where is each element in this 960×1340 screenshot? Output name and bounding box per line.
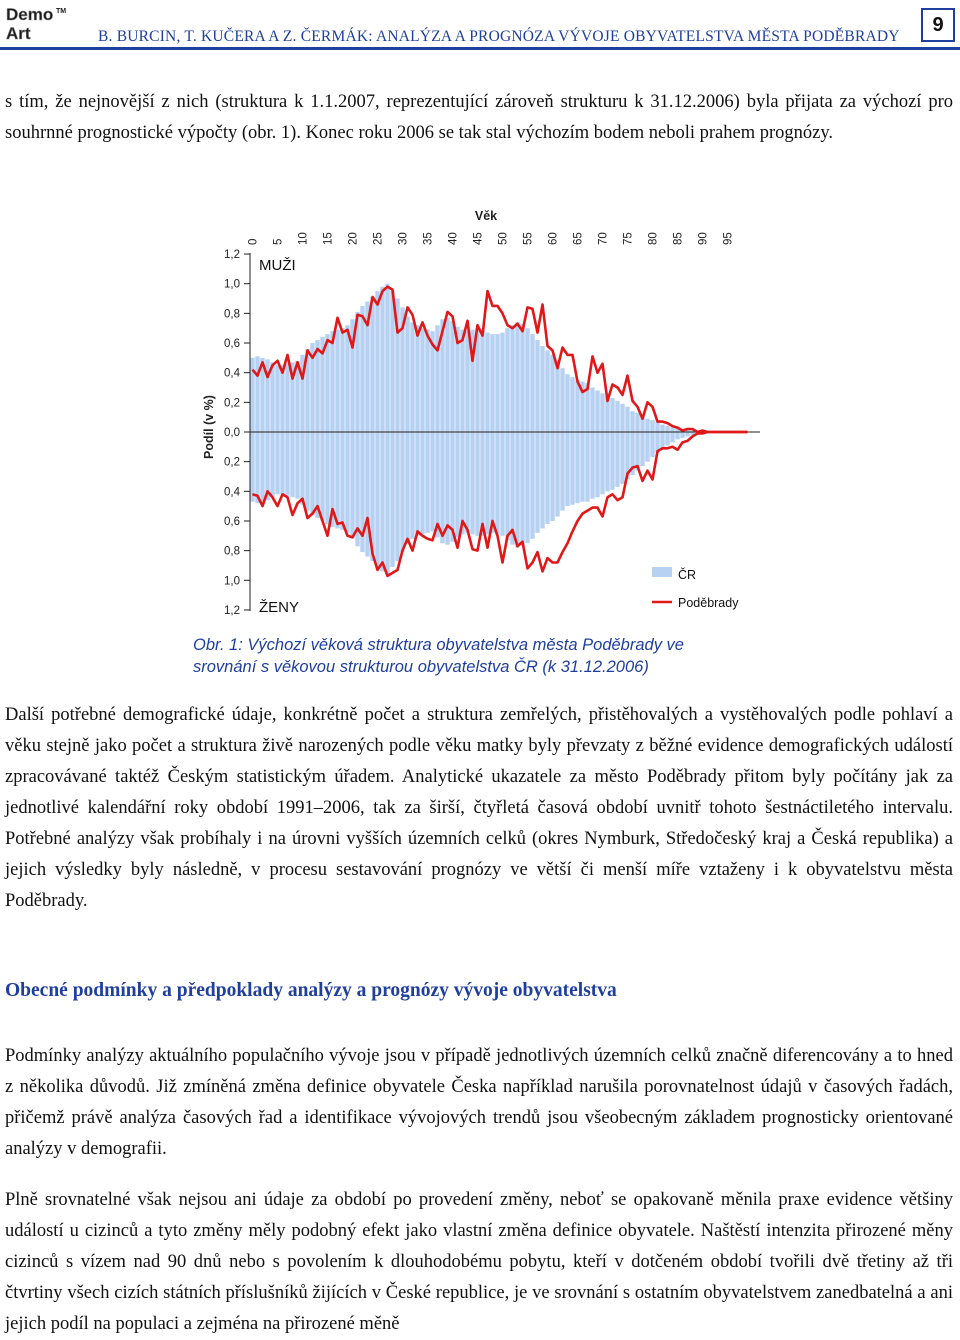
x-tick-label: 0 xyxy=(248,239,260,245)
bar-men-age-17 xyxy=(335,330,339,432)
bar-men-age-1 xyxy=(255,356,259,432)
bar-women-age-74 xyxy=(620,432,624,484)
x-tick-label: 85 xyxy=(673,232,685,245)
bar-women-age-83 xyxy=(665,432,669,445)
bar-men-age-47 xyxy=(485,333,489,432)
men-label: MUŽI xyxy=(259,257,296,274)
bar-men-age-59 xyxy=(545,350,549,432)
svg-text:Art: Art xyxy=(6,24,31,42)
bar-women-age-85 xyxy=(675,432,679,439)
bar-women-age-68 xyxy=(590,432,594,499)
x-tick-label: 60 xyxy=(548,232,560,245)
paragraph-intro: s tím, že nejnovější z nich (struktura k 1.1.2007, reprezentující zároveň strukturu k 31.12.2006) byla přijata za výchozí pro souhrnné prognostické výpočty (obr. 1). Konec roku 2006 se tak stal výchozím bodem neboli prahem prognózy. xyxy=(5,87,953,149)
y-tick-label: 0,2 xyxy=(224,457,240,469)
bar-women-age-63 xyxy=(565,432,569,506)
bar-women-age-66 xyxy=(580,432,584,502)
bar-men-age-81 xyxy=(655,422,659,432)
bar-women-age-86 xyxy=(680,432,684,438)
population-pyramid-chart xyxy=(0,195,960,625)
bar-women-age-6 xyxy=(280,432,284,494)
figure-caption-line-1: Obr. 1: Výchozí věková struktura obyvatelstva města Poděbrady ve xyxy=(193,634,793,656)
bar-women-age-45 xyxy=(475,432,479,536)
bar-men-age-5 xyxy=(275,365,279,432)
bar-women-age-67 xyxy=(585,432,589,502)
bar-women-age-58 xyxy=(540,432,544,528)
bar-men-age-4 xyxy=(270,362,274,432)
x-tick-label: 90 xyxy=(698,232,710,245)
bar-men-age-35 xyxy=(425,330,429,432)
legend-line-label: Poděbrady xyxy=(678,596,739,610)
figure-caption-line-2: srovnání s věkovou strukturou obyvatelstva ČR (k 31.12.2006) xyxy=(193,656,793,678)
bar-men-age-50 xyxy=(500,333,504,432)
x-tick-label: 75 xyxy=(623,232,635,245)
bar-women-age-42 xyxy=(460,432,464,534)
bar-men-age-65 xyxy=(575,380,579,432)
y-axis-ticks xyxy=(224,249,250,617)
bar-men-age-52 xyxy=(510,325,514,432)
bar-women-age-61 xyxy=(555,432,559,517)
bar-men-age-15 xyxy=(325,334,329,432)
bar-women-age-19 xyxy=(345,432,349,533)
bar-women-age-73 xyxy=(615,432,619,487)
bar-women-age-64 xyxy=(570,432,574,505)
bar-men-age-0 xyxy=(250,358,254,432)
bar-women-age-29 xyxy=(395,432,399,561)
y-tick-label: 0,6 xyxy=(224,338,240,350)
bar-men-age-70 xyxy=(600,393,604,432)
bar-women-age-15 xyxy=(325,432,329,524)
x-tick-label: 20 xyxy=(348,232,360,245)
bar-women-age-52 xyxy=(510,432,514,545)
bar-men-age-53 xyxy=(515,322,519,432)
x-tick-label: 10 xyxy=(298,232,310,245)
bar-women-age-20 xyxy=(350,432,354,539)
bar-women-age-54 xyxy=(520,432,524,546)
bar-women-age-4 xyxy=(270,432,274,497)
x-tick-label: 30 xyxy=(398,232,410,245)
bar-women-age-62 xyxy=(560,432,564,511)
demo-art-logo xyxy=(4,4,68,42)
bar-men-age-34 xyxy=(420,328,424,432)
bar-women-age-8 xyxy=(290,432,294,497)
figure-caption xyxy=(193,634,793,678)
cr-women-bars xyxy=(250,432,744,574)
bar-women-age-46 xyxy=(480,432,484,536)
bar-men-age-16 xyxy=(330,331,334,432)
bar-women-age-48 xyxy=(490,432,494,533)
bar-men-age-24 xyxy=(370,297,374,432)
bar-women-age-87 xyxy=(685,432,689,436)
bar-men-age-22 xyxy=(360,306,364,432)
bar-women-age-53 xyxy=(515,432,519,548)
bar-men-age-27 xyxy=(385,284,389,432)
x-axis-title: Věk xyxy=(475,209,497,223)
bar-men-age-84 xyxy=(670,428,674,432)
x-tick-label: 80 xyxy=(648,232,660,245)
bar-women-age-28 xyxy=(390,432,394,567)
bar-women-age-26 xyxy=(380,432,384,571)
bar-women-age-31 xyxy=(405,432,409,543)
bar-women-age-18 xyxy=(340,432,344,530)
x-tick-label: 35 xyxy=(423,232,435,245)
bar-women-age-44 xyxy=(470,432,474,534)
bar-women-age-36 xyxy=(430,432,434,531)
svg-text:Demo: Demo xyxy=(6,5,53,24)
bar-men-age-49 xyxy=(495,334,499,432)
bar-women-age-34 xyxy=(420,432,424,534)
section-heading: Obecné podmínky a předpoklady analýzy a prognózy vývoje obyvatelstva xyxy=(5,980,617,1002)
bar-women-age-3 xyxy=(265,432,269,500)
bar-women-age-43 xyxy=(465,432,469,533)
bar-men-age-33 xyxy=(415,325,419,432)
bar-women-age-33 xyxy=(415,432,419,536)
bar-men-age-31 xyxy=(405,316,409,432)
bar-women-age-27 xyxy=(385,432,389,574)
bar-men-age-83 xyxy=(665,426,669,432)
bar-men-age-40 xyxy=(450,321,454,432)
bar-men-age-69 xyxy=(595,390,599,432)
bar-men-age-80 xyxy=(650,420,654,432)
bar-women-age-7 xyxy=(285,432,289,496)
bar-women-age-57 xyxy=(535,432,539,533)
bar-men-age-54 xyxy=(520,324,524,432)
paragraph-data-sources: Další potřebné demografické údaje, konkrétně počet a struktura zemřelých, přistěhovalých a vystěhovalých podle pohlaví a věku stejně jako počet a struktura živě narozených podle věku matky byly převzaty z běžné evidence demografických událostí zpracovávané taktéž Českým statistickým úřadem. Analytické ukazatele za město Poděbrady přitom byly počítány jak za jednotlivé kalendářní roky období 1991–2006, tak za širší, čtyřletá časová období uvnitř tohoto šestnáctiletého intervalu. Potřebné analýzy však probíhaly i na úrovni vyšších územních celků (okres Nymburk, Středočeský kraj a Česká republika) a jejich výsledky byly následně, v procesu sestavování prognózy ve větší či menší míře vztaženy i k obyvatelstvu města Poděbrady. xyxy=(5,700,953,917)
bar-women-age-77 xyxy=(635,432,639,471)
bar-men-age-26 xyxy=(380,287,384,432)
y-tick-label: 1,0 xyxy=(224,279,240,291)
bar-women-age-25 xyxy=(375,432,379,567)
y-tick-label: 1,0 xyxy=(224,575,240,587)
x-tick-label: 25 xyxy=(373,232,385,245)
paragraph-foreigners: Plně srovnatelné však nejsou ani údaje za období po provedení změny, neboť se opakovaně měnila praxe evidence většiny událostí u cizinců a tyto změny měly podobný efekt jako vlastní změna definice obyvatele. Naštěstí intenzita přirozené měny cizinců s vízem nad 90 dnů nebo s povolením k dlouhodobému pobytu, kteří v dotčeném období tvořili dvě třetiny až tři čtvrtiny všech cizích státních příslušníků žijících v České republice, je ve srovnání s ostatním obyvatelstvem zanedbatelná a ani jejich podíl na populaci a zejména na přirozené měně xyxy=(5,1185,953,1340)
bar-women-age-78 xyxy=(640,432,644,466)
bar-men-age-32 xyxy=(410,322,414,432)
bar-men-age-73 xyxy=(615,401,619,432)
bar-women-age-38 xyxy=(440,432,444,543)
header-rule xyxy=(0,47,960,50)
y-axis-title: Podíl (v %) xyxy=(202,395,216,459)
bar-women-age-56 xyxy=(530,432,534,539)
paragraph-conditions: Podmínky analýzy aktuálního populačního vývoje jsou v případě jednotlivých územních celků značně diferencovány a to hned z několika důvodů. Již zmíněná změna definice obyvatele Česka například narušila porovnatelnost údajů v časových řadách, přičemž právě analýza časových řad a identifikace vývojových trendů jsou všeobecným základem prognosticky orientované analýzy v demografii. xyxy=(5,1041,953,1165)
y-tick-label: 0,0 xyxy=(224,427,240,439)
bar-women-age-41 xyxy=(455,432,459,537)
bar-women-age-30 xyxy=(400,432,404,552)
y-tick-label: 1,2 xyxy=(224,605,240,617)
bar-men-age-61 xyxy=(555,361,559,432)
bar-men-age-63 xyxy=(565,374,569,432)
bar-men-age-72 xyxy=(610,398,614,432)
bar-men-age-6 xyxy=(280,365,284,432)
bar-men-age-55 xyxy=(525,328,529,432)
bar-women-age-79 xyxy=(645,432,649,462)
x-tick-label: 45 xyxy=(473,232,485,245)
x-tick-label: 5 xyxy=(273,239,285,245)
bar-women-age-32 xyxy=(410,432,414,539)
bar-men-age-42 xyxy=(460,330,464,432)
bar-women-age-70 xyxy=(600,432,604,494)
bar-men-age-19 xyxy=(345,325,349,432)
bar-men-age-62 xyxy=(560,368,564,432)
bar-women-age-69 xyxy=(595,432,599,497)
bar-men-age-76 xyxy=(630,411,634,432)
x-tick-label: 55 xyxy=(523,232,535,245)
y-tick-label: 0,8 xyxy=(224,308,240,320)
bar-men-age-46 xyxy=(480,330,484,432)
bar-women-age-55 xyxy=(525,432,529,543)
bar-women-age-2 xyxy=(260,432,264,502)
bar-men-age-60 xyxy=(550,355,554,432)
y-tick-label: 0,2 xyxy=(224,397,240,409)
bar-women-age-50 xyxy=(500,432,504,536)
bar-women-age-60 xyxy=(550,432,554,521)
bar-women-age-65 xyxy=(575,432,579,503)
bar-men-age-57 xyxy=(535,340,539,432)
women-label: ŽENY xyxy=(259,599,299,616)
bar-women-age-17 xyxy=(335,432,339,528)
bar-women-age-40 xyxy=(450,432,454,542)
bar-men-age-56 xyxy=(530,334,534,432)
x-tick-label: 15 xyxy=(323,232,335,245)
bar-men-age-18 xyxy=(340,328,344,432)
bar-men-age-82 xyxy=(660,425,664,432)
bar-men-age-75 xyxy=(625,407,629,432)
bar-women-age-72 xyxy=(610,432,614,490)
x-tick-label: 70 xyxy=(598,232,610,245)
y-tick-label: 1,2 xyxy=(224,249,240,261)
bar-women-age-47 xyxy=(485,432,489,534)
bar-men-age-58 xyxy=(540,346,544,432)
bar-women-age-14 xyxy=(320,432,324,521)
running-head: B. BURCIN, T. KUČERA A Z. ČERMÁK: ANALÝZA A PROGNÓZA VÝVOJE OBYVATELSTVA MĚSTA PODĚBRADY xyxy=(98,28,900,46)
y-tick-label: 0,6 xyxy=(224,516,240,528)
page-number: 9 xyxy=(921,8,955,42)
bar-men-age-74 xyxy=(620,404,624,432)
bar-women-age-0 xyxy=(250,432,254,502)
bar-women-age-59 xyxy=(545,432,549,524)
bar-women-age-37 xyxy=(435,432,439,537)
bar-men-age-25 xyxy=(375,291,379,432)
bar-men-age-64 xyxy=(570,377,574,432)
y-tick-label: 0,8 xyxy=(224,546,240,558)
bar-women-age-82 xyxy=(660,432,664,448)
bar-men-age-48 xyxy=(490,334,494,432)
bar-women-age-1 xyxy=(255,432,259,503)
legend-bar-swatch xyxy=(652,567,672,577)
y-tick-label: 0,4 xyxy=(224,486,241,498)
y-tick-label: 0,4 xyxy=(224,368,241,380)
bar-women-age-12 xyxy=(310,432,314,515)
svg-text:TM: TM xyxy=(56,8,66,15)
bar-women-age-35 xyxy=(425,432,429,533)
x-tick-label: 95 xyxy=(723,232,735,245)
bar-women-age-49 xyxy=(495,432,499,534)
bar-women-age-71 xyxy=(605,432,609,491)
bar-women-age-80 xyxy=(650,432,654,457)
x-tick-label: 65 xyxy=(573,232,585,245)
bar-women-age-10 xyxy=(300,432,304,505)
legend-bar-label: ČR xyxy=(678,567,696,582)
bar-men-age-39 xyxy=(445,318,449,432)
bar-men-age-7 xyxy=(285,364,289,432)
bar-men-age-79 xyxy=(645,419,649,432)
bar-men-age-77 xyxy=(635,413,639,432)
bar-men-age-68 xyxy=(590,388,594,432)
bar-men-age-51 xyxy=(505,328,509,432)
x-tick-label: 40 xyxy=(448,232,460,245)
bar-women-age-11 xyxy=(305,432,309,511)
x-tick-label: 50 xyxy=(498,232,510,245)
bar-men-age-43 xyxy=(465,331,469,432)
bar-women-age-5 xyxy=(275,432,279,494)
bar-women-age-51 xyxy=(505,432,509,540)
x-axis-ticks xyxy=(248,232,735,245)
bar-women-age-9 xyxy=(295,432,299,499)
bar-women-age-84 xyxy=(670,432,674,442)
